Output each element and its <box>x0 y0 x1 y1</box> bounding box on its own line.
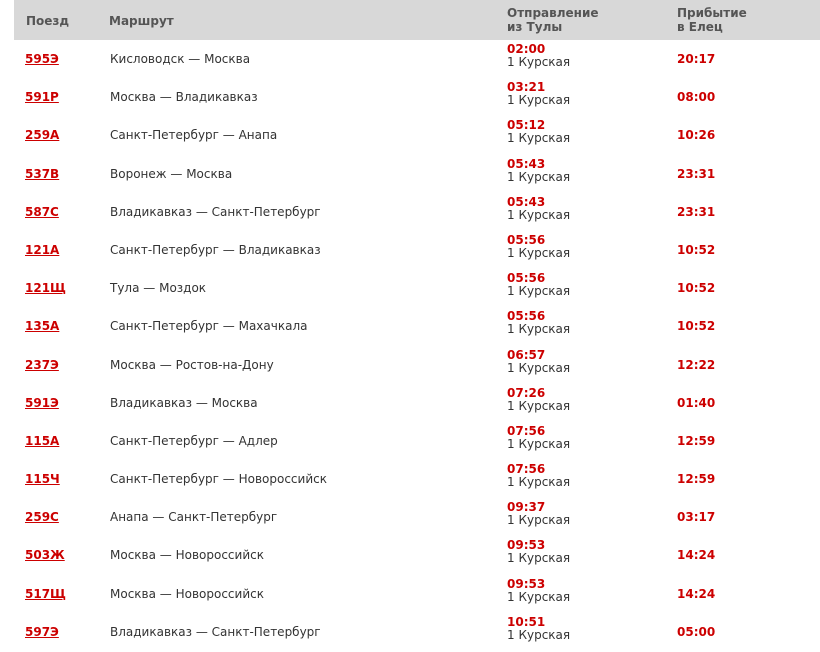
departure-cell <box>507 349 570 375</box>
train-number-link[interactable]: 591Э <box>25 395 59 410</box>
departure-station: 1 Курская <box>507 398 571 413</box>
train-number-link[interactable]: 259С <box>25 510 59 525</box>
arrival-time: 23:31 <box>677 204 716 219</box>
header-departure-line2: из Тулы <box>507 20 563 34</box>
train-number-link[interactable]: 587С <box>25 204 59 219</box>
departure-time: 07:26 <box>507 385 546 400</box>
table-row <box>0 346 820 384</box>
departure-station: 1 Курская <box>507 245 571 260</box>
departure-cell <box>507 272 570 298</box>
train-number-link[interactable]: 259А <box>25 128 60 143</box>
table-row <box>0 231 820 269</box>
departure-station: 1 Курская <box>507 360 571 375</box>
train-number-link[interactable]: 591Р <box>25 90 59 105</box>
arrival-time: 12:59 <box>677 472 716 487</box>
departure-station: 1 Курская <box>507 207 571 222</box>
departure-time: 09:53 <box>507 538 546 553</box>
departure-time: 03:21 <box>507 80 546 95</box>
arrival-time: 05:00 <box>677 624 716 639</box>
header-departure <box>507 6 599 34</box>
departure-cell <box>507 310 570 336</box>
departure-cell <box>507 158 570 184</box>
route-text: Москва — Новороссийск <box>110 586 264 601</box>
arrival-time: 14:24 <box>677 548 716 563</box>
arrival-time: 20:17 <box>677 52 716 66</box>
table-row <box>0 269 820 307</box>
table-body <box>0 40 820 651</box>
arrival-time: 12:22 <box>677 357 716 372</box>
departure-time: 07:56 <box>507 423 546 438</box>
route-text: Владикавказ — Санкт-Петербург <box>110 624 321 639</box>
departure-time: 02:00 <box>507 42 546 56</box>
table-row <box>0 460 820 498</box>
route-text: Анапа — Санкт-Петербург <box>110 510 278 525</box>
departure-station: 1 Курская <box>507 475 571 490</box>
departure-station: 1 Курская <box>507 284 571 299</box>
departure-station: 1 Курская <box>507 322 571 337</box>
train-number-link[interactable]: 115А <box>25 433 60 448</box>
departure-cell <box>507 196 570 222</box>
departure-cell <box>507 539 570 565</box>
table-row <box>0 193 820 231</box>
arrival-time: 10:52 <box>677 281 716 296</box>
departure-station: 1 Курская <box>507 169 571 184</box>
header-route: Маршрут <box>109 14 174 28</box>
table-row <box>0 498 820 536</box>
departure-station: 1 Курская <box>507 513 571 528</box>
header-arrival <box>677 6 747 34</box>
table-row <box>0 575 820 613</box>
route-text: Санкт-Петербург — Новороссийск <box>110 472 327 487</box>
header-arrival-line1: Прибытие <box>677 6 747 20</box>
departure-time: 05:56 <box>507 271 546 286</box>
header-departure-line1: Отправление <box>507 6 599 20</box>
train-number-link[interactable]: 595Э <box>25 52 59 66</box>
train-number-link[interactable]: 537В <box>25 166 60 181</box>
departure-cell <box>507 119 570 145</box>
train-number-link[interactable]: 115Ч <box>25 472 60 487</box>
departure-station: 1 Курская <box>507 436 571 451</box>
route-text: Владикавказ — Санкт-Петербург <box>110 204 321 219</box>
arrival-time: 08:00 <box>677 90 716 105</box>
table-row <box>0 384 820 422</box>
departure-time: 09:53 <box>507 576 546 591</box>
departure-cell <box>507 234 570 260</box>
route-text: Санкт-Петербург — Анапа <box>110 128 278 143</box>
departure-time: 09:37 <box>507 500 546 515</box>
arrival-time: 01:40 <box>677 395 716 410</box>
train-number-link[interactable]: 503Ж <box>25 548 65 563</box>
route-text: Тула — Моздок <box>110 281 207 296</box>
arrival-time: 10:52 <box>677 319 716 334</box>
departure-cell <box>507 616 570 642</box>
departure-station: 1 Курская <box>507 93 571 108</box>
departure-cell <box>507 387 570 413</box>
departure-cell <box>507 463 570 489</box>
table-row <box>0 422 820 460</box>
departure-cell <box>507 501 570 527</box>
table-row <box>0 116 820 154</box>
train-number-link[interactable]: 517Щ <box>25 586 66 601</box>
departure-cell <box>507 81 570 107</box>
train-number-link[interactable]: 597Э <box>25 624 59 639</box>
arrival-time: 14:24 <box>677 586 716 601</box>
departure-time: 05:56 <box>507 309 546 324</box>
departure-station: 1 Курская <box>507 627 571 642</box>
table-row <box>0 307 820 345</box>
departure-time: 05:43 <box>507 194 546 209</box>
departure-time: 05:43 <box>507 156 546 171</box>
route-text: Кисловодск — Москва <box>110 52 251 66</box>
header-arrival-line2: в Елец <box>677 20 723 34</box>
arrival-time: 12:59 <box>677 433 716 448</box>
header-train: Поезд <box>26 14 70 28</box>
train-number-link[interactable]: 121А <box>25 242 60 257</box>
departure-station: 1 Курская <box>507 589 571 604</box>
arrival-time: 23:31 <box>677 166 716 181</box>
departure-time: 07:56 <box>507 462 546 477</box>
train-number-link[interactable]: 121Щ <box>25 281 66 296</box>
arrival-time: 10:26 <box>677 128 716 143</box>
departure-station: 1 Курская <box>507 131 571 146</box>
departure-station: 1 Курская <box>507 551 571 566</box>
route-text: Санкт-Петербург — Адлер <box>110 433 278 448</box>
route-text: Воронеж — Москва <box>110 166 233 181</box>
departure-time: 10:51 <box>507 614 546 629</box>
route-text: Санкт-Петербург — Владикавказ <box>110 242 321 257</box>
table-row <box>0 40 820 78</box>
table-header <box>14 0 820 40</box>
table-row <box>0 536 820 574</box>
arrival-time: 10:52 <box>677 242 716 257</box>
arrival-time: 03:17 <box>677 510 716 525</box>
departure-cell <box>507 425 570 451</box>
table-row <box>0 78 820 116</box>
departure-cell <box>507 43 570 69</box>
train-number-link[interactable]: 135А <box>25 319 60 334</box>
departure-station: 1 Курская <box>507 55 571 69</box>
route-text: Москва — Новороссийск <box>110 548 264 563</box>
departure-time: 05:56 <box>507 232 546 247</box>
route-text: Владикавказ — Москва <box>110 395 258 410</box>
train-number-link[interactable]: 237Э <box>25 357 59 372</box>
departure-time: 05:12 <box>507 118 546 133</box>
route-text: Санкт-Петербург — Махачкала <box>110 319 308 334</box>
departure-time: 06:57 <box>507 347 546 362</box>
route-text: Москва — Ростов-на-Дону <box>110 357 274 372</box>
table-row <box>0 613 820 651</box>
departure-cell <box>507 578 570 604</box>
table-row <box>0 155 820 193</box>
route-text: Москва — Владикавказ <box>110 90 258 105</box>
